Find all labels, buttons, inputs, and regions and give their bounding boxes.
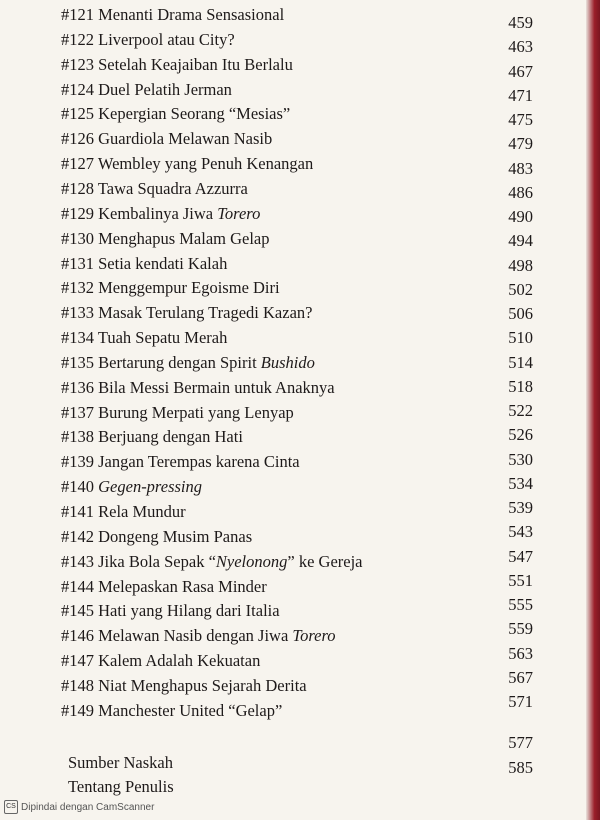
extra-section-page: 577 bbox=[508, 733, 533, 752]
extra-section-title: Sumber Naskah bbox=[68, 753, 173, 772]
entry-title-part: Dongeng Musim Panas bbox=[98, 526, 253, 546]
entry-page-number: 571 bbox=[508, 692, 533, 711]
entry-page-number: 559 bbox=[508, 619, 533, 639]
entry-page-number: 483 bbox=[508, 158, 533, 178]
extra-section-title: Tentang Penulis bbox=[68, 777, 174, 796]
scanner-footer-text: Dipindai dengan CamScanner bbox=[21, 801, 155, 813]
entry-number: #139 bbox=[61, 452, 94, 472]
toc-entry bbox=[61, 427, 243, 447]
entry-number: #135 bbox=[61, 352, 94, 372]
entry-title-part: Rela Mundur bbox=[98, 502, 186, 521]
entry-number: #125 bbox=[61, 104, 94, 124]
entry-number: #127 bbox=[61, 154, 94, 174]
entry-page-number: 471 bbox=[508, 85, 533, 105]
toc-entry bbox=[61, 502, 186, 522]
entry-title-part: Liverpool atau City? bbox=[98, 29, 235, 49]
entry-page-number: 498 bbox=[508, 255, 533, 275]
entry-title-part: Bertarung dengan Spirit bbox=[98, 352, 261, 372]
entry-title-part: Niat Menghapus Sejarah Derita bbox=[98, 675, 307, 695]
entry-number: #136 bbox=[61, 377, 94, 397]
toc-entry bbox=[61, 452, 300, 472]
camscanner-logo-icon: CS bbox=[4, 800, 18, 814]
entry-title-part: Burung Merpati yang Lenyap bbox=[98, 402, 294, 422]
entry-number: #131 bbox=[61, 253, 94, 273]
extra-section-page: 585 bbox=[508, 758, 533, 777]
entry-number: #123 bbox=[61, 54, 94, 74]
entry-title-part: Gegen-pressing bbox=[98, 477, 202, 497]
entry-page-number: 555 bbox=[508, 595, 533, 614]
entry-title-part: Jika Bola Sepak “ bbox=[98, 551, 216, 571]
entry-title-part: ” ke Gereja bbox=[287, 551, 363, 571]
toc-entry bbox=[61, 626, 336, 646]
toc-entry bbox=[61, 378, 335, 398]
entry-title-part: Hati yang Hilang dari Italia bbox=[98, 601, 280, 621]
entry-number: #124 bbox=[61, 79, 94, 99]
entry-number: #143 bbox=[61, 551, 94, 571]
toc-entry bbox=[61, 651, 260, 671]
toc-entry bbox=[61, 303, 312, 323]
entry-title-part: Berjuang dengan Hati bbox=[98, 427, 243, 447]
entry-number: #134 bbox=[61, 328, 94, 348]
entry-title-part: Nyelonong bbox=[215, 551, 288, 571]
scanner-footer bbox=[4, 800, 154, 814]
entry-number: #133 bbox=[61, 303, 94, 323]
entry-page-number: 567 bbox=[508, 667, 533, 687]
entry-title-part: Bushido bbox=[260, 352, 315, 372]
entry-page-number: 467 bbox=[508, 61, 533, 81]
entry-number: #147 bbox=[61, 651, 94, 671]
entry-page-number: 506 bbox=[508, 304, 533, 323]
entry-page-number: 518 bbox=[508, 376, 533, 396]
entry-number: #141 bbox=[61, 502, 94, 521]
entry-page-number: 510 bbox=[508, 328, 533, 348]
toc-entry bbox=[61, 254, 227, 274]
entry-title-part: Setelah Keajaiban Itu Berlalu bbox=[98, 54, 293, 74]
toc-entry bbox=[61, 403, 294, 423]
entry-title-part: Kepergian Seorang “Mesias” bbox=[98, 104, 291, 124]
entry-page-number: 543 bbox=[508, 522, 533, 542]
entry-page-number: 502 bbox=[508, 279, 533, 299]
toc-entry bbox=[61, 179, 248, 199]
book-edge bbox=[586, 0, 600, 820]
toc-entry bbox=[61, 353, 315, 373]
entry-number: #126 bbox=[61, 129, 94, 149]
entry-title-part: Menghapus Malam Gelap bbox=[98, 228, 270, 248]
entry-title-part: Menggempur Egoisme Diri bbox=[98, 278, 280, 298]
toc-entry bbox=[61, 30, 235, 50]
entry-number: #146 bbox=[61, 626, 94, 646]
entry-page-number: 463 bbox=[508, 37, 533, 57]
toc-entry bbox=[61, 701, 282, 721]
entry-title-part: Kalem Adalah Kekuatan bbox=[98, 651, 261, 671]
entry-title-part: Guardiola Melawan Nasib bbox=[98, 129, 273, 149]
toc-entry bbox=[61, 129, 272, 149]
entry-title-part: Bila Messi Bermain untuk Anaknya bbox=[98, 377, 335, 397]
entry-number: #140 bbox=[61, 477, 94, 497]
entry-page-number: 486 bbox=[508, 182, 533, 202]
entry-page-number: 522 bbox=[508, 401, 533, 420]
entry-number: #144 bbox=[61, 576, 94, 596]
entry-page-number: 547 bbox=[508, 546, 533, 566]
entry-number: #129 bbox=[61, 203, 94, 223]
entry-title-part: Masak Terulang Tragedi Kazan? bbox=[98, 303, 313, 323]
toc-entry bbox=[61, 5, 284, 25]
toc-entry bbox=[61, 229, 270, 249]
toc-entry bbox=[61, 552, 363, 572]
entry-title-part: Melepaskan Rasa Minder bbox=[98, 576, 267, 596]
entry-number: #130 bbox=[61, 228, 94, 248]
toc-entry bbox=[61, 601, 280, 621]
entry-title-part: Melawan Nasib dengan Jiwa bbox=[98, 626, 293, 646]
entry-page-number: 563 bbox=[508, 643, 533, 663]
entry-title-part: Wembley yang Penuh Kenangan bbox=[97, 154, 314, 174]
entry-page-number: 490 bbox=[508, 207, 533, 226]
entry-page-number: 475 bbox=[508, 110, 533, 129]
entry-number: #138 bbox=[61, 427, 94, 447]
entry-page-number: 530 bbox=[508, 449, 533, 469]
entry-title-part: Setia kendati Kalah bbox=[98, 253, 228, 273]
entry-title-part: Manchester United “Gelap” bbox=[98, 700, 283, 720]
entry-page-number: 526 bbox=[508, 425, 533, 445]
entry-number: #148 bbox=[61, 675, 94, 695]
entry-number: #132 bbox=[61, 278, 94, 298]
toc-entry bbox=[61, 328, 227, 348]
entry-page-number: 479 bbox=[508, 134, 533, 154]
entry-page-number: 514 bbox=[508, 352, 533, 372]
toc-entry bbox=[61, 527, 252, 547]
entry-title-part: Duel Pelatih Jerman bbox=[98, 79, 232, 99]
entry-title-part: Jangan Terempas karena Cinta bbox=[98, 452, 300, 472]
entry-title-part: Menanti Drama Sensasional bbox=[98, 5, 285, 24]
entry-number: #122 bbox=[61, 29, 94, 49]
entry-page-number: 459 bbox=[508, 13, 533, 32]
entry-number: #121 bbox=[61, 5, 94, 24]
entry-number: #137 bbox=[61, 402, 94, 422]
entry-page-number: 539 bbox=[508, 498, 533, 517]
entry-number: #142 bbox=[61, 526, 94, 546]
toc-entry bbox=[61, 278, 280, 298]
entry-title-part: Kembalinya Jiwa bbox=[98, 203, 218, 223]
toc-entry bbox=[61, 55, 293, 75]
toc-entry bbox=[61, 676, 307, 696]
entry-title-part: Torero bbox=[292, 626, 336, 646]
entry-page-number: 494 bbox=[508, 231, 533, 251]
entry-number: #145 bbox=[61, 601, 94, 621]
toc-entry bbox=[61, 577, 267, 597]
entry-page-number: 534 bbox=[508, 473, 533, 493]
toc-entry bbox=[61, 477, 202, 497]
entry-title-part: Tawa Squadra Azzurra bbox=[97, 178, 248, 198]
entry-title-part: Tuah Sepatu Merah bbox=[97, 328, 228, 348]
toc-entry bbox=[61, 80, 232, 100]
entry-title-part: Torero bbox=[217, 203, 261, 223]
toc-entry bbox=[61, 204, 260, 224]
toc-entry bbox=[61, 154, 313, 174]
entry-page-number: 551 bbox=[508, 570, 533, 590]
entry-number: #128 bbox=[61, 178, 94, 198]
toc-entry bbox=[61, 104, 290, 124]
entry-number: #149 bbox=[61, 700, 94, 720]
